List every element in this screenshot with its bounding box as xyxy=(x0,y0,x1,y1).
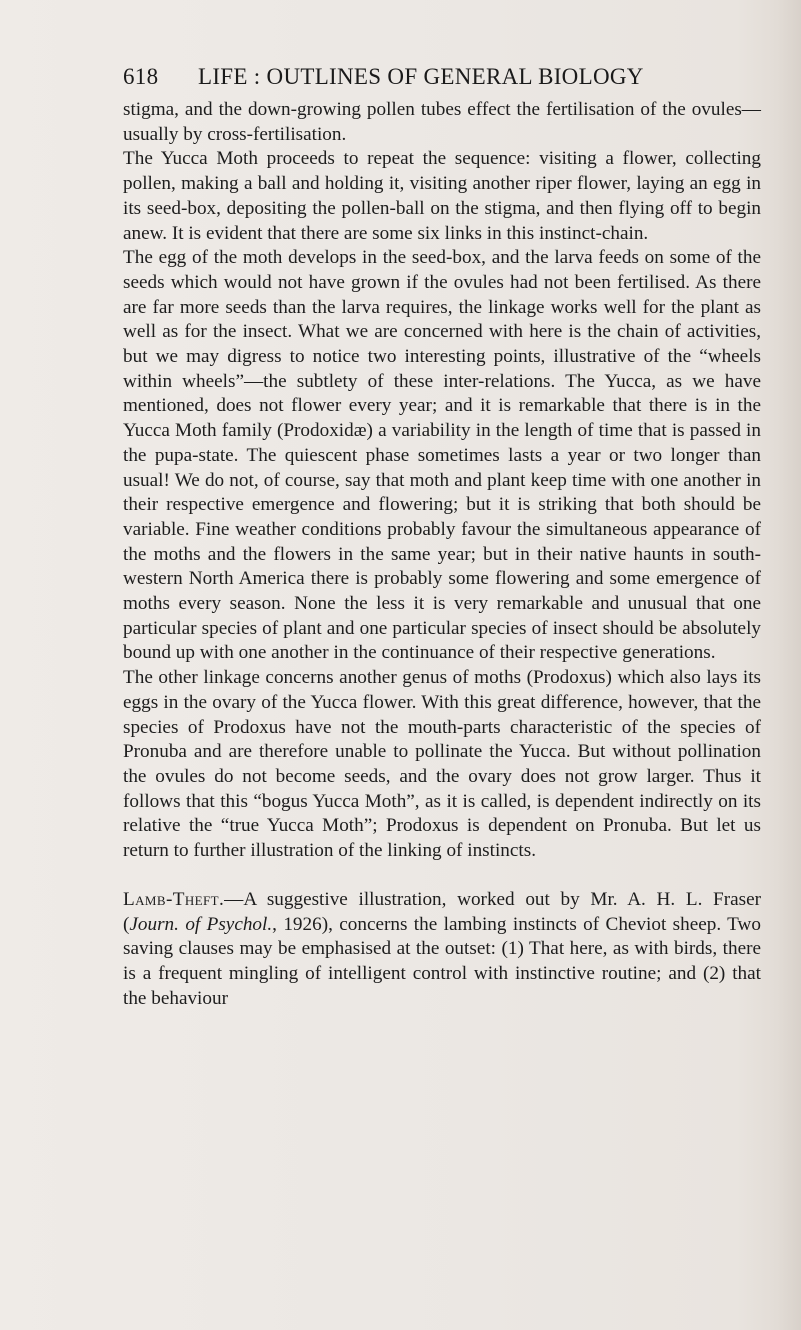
citation-journal: Journ. of Psychol. xyxy=(129,913,273,935)
section-paragraph xyxy=(123,888,761,1012)
page-number: 618 xyxy=(123,64,159,89)
paragraph: The egg of the moth develops in the seed-box, and the larva feeds on some of the seeds which would not have grown if the ovules had not been fertilised. As there are far more seeds than the larva requires, the linkage works well for the plant as well as for the insect. What we are concerned with here is the chain of activities, but we may digress to notice two interesting points, illustrative of the “wheels within wheels”—the subtlety of these inter-relations. The Yucca, as we have mentioned, does not flower every year; and it is remarkable that there is in the Yucca Moth family (Prodoxidæ) a variability in the length of time that is passed in the pupa-state. The quiescent phase sometimes lasts a year or two longer than usual! We do not, of course, say that moth and plant keep time with one another in their respective emergence and flowering; but it is striking that both should be variable. Fine weather conditions probably favour the simultaneous appearance of the moths and the flowers in the same year; but in their native haunts in south-western North America there is probably some flowering and some emergence of moths every season. None the less it is very remarkable and unusual that one particular species of plant and one particular species of insect should be absolutely bound up with one another in the continuance of their respective generations. xyxy=(123,247,761,664)
section-gap xyxy=(123,864,761,888)
paragraph: The other linkage concerns another genus of moths (Prodoxus) which also lays its eggs in the ovary of the Yucca flower. With this great difference, however, that the species of Prodoxus have not the mouth-parts characteristic of the species of Pronuba and are therefore unable to pollinate the Yucca. But without pollination the ovules do not become seeds, and the ovary does not grow larger. Thus it follows that this “bogus Yucca Moth”, as it is called, is dependent indirectly on its relative the “true Yucca Moth”; Prodoxus is dependent on Pronuba. But let us return to further illustration of the linking of instincts. xyxy=(123,667,761,862)
paragraph: stigma, and the down-growing pollen tubes effect the fertilisation of the ovules—usually by cross-fertilisation. xyxy=(123,99,761,145)
section-heading: Lamb-Theft. xyxy=(123,888,225,910)
section-text-lead: —A suggestive illustration, worked out by Mr. A. H. L. Fraser ( xyxy=(123,888,761,935)
running-header xyxy=(123,64,683,90)
paragraph: The Yucca Moth proceeds to repeat the sequence: visiting a flower, collecting pollen, making a ball and holding it, visiting another riper flower, laying an egg in its seed-box, depositing the pollen-ball on the stigma, and then flying off to begin anew. It is evident that there are some six links in this instinct-chain. xyxy=(123,148,761,244)
section-text-rest: , 1926), concerns the lambing instincts of Cheviot sheep. Two saving clauses may be emphasised at the outset: (1) That here, as with birds, there is a frequent mingling of intelligent control with instinctive routine; and (2) that the behaviour xyxy=(123,913,761,1009)
body-text xyxy=(123,98,761,1011)
running-title: LIFE : OUTLINES OF GENERAL BIOLOGY xyxy=(198,64,644,89)
